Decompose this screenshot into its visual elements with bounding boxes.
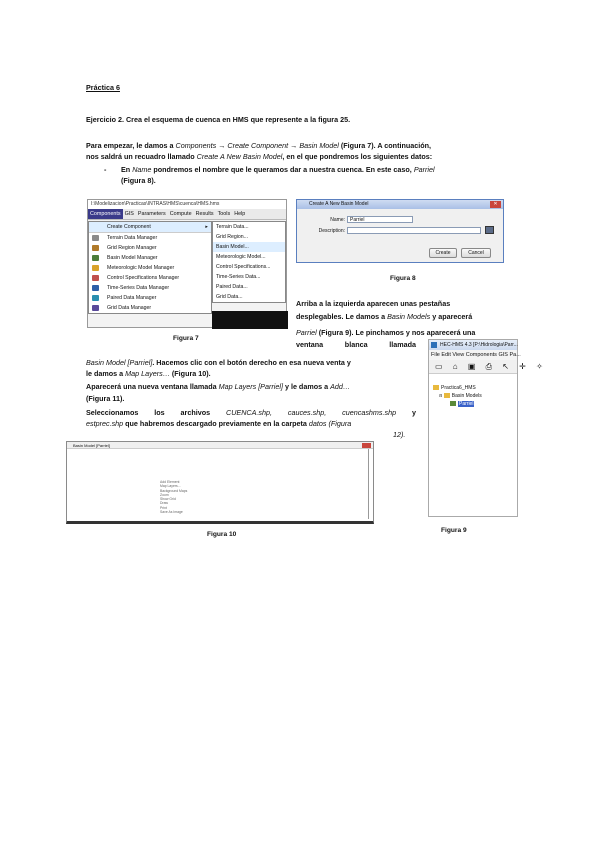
bullet-line-2: (Figura 8). xyxy=(121,176,156,185)
para2-line-9: Seleccionamos los archivos CUENCA.shp, cauces.shp, cuencashms.shp y xyxy=(86,408,417,417)
fig10-scrollbar[interactable] xyxy=(368,449,369,519)
para2-line-11: 12). xyxy=(393,430,406,439)
close-icon[interactable]: ✕ xyxy=(490,201,501,208)
create-button[interactable]: Create xyxy=(429,248,457,258)
figure-7-screenshot xyxy=(87,199,287,328)
menu-item-grid-region[interactable]: Grid Region Manager xyxy=(89,243,211,253)
description-input[interactable] xyxy=(347,227,481,234)
ctx-zoom[interactable]: Zoom xyxy=(160,492,169,497)
description-editor-icon[interactable] xyxy=(485,226,494,234)
fig7-menubar xyxy=(88,209,286,220)
paired-icon xyxy=(92,295,99,301)
ctx-save-image[interactable]: Save As Image xyxy=(160,510,183,515)
intro-line-1: Para empezar, le damos a Components → Create Component → Basin Model (Figura 7). A continuación, xyxy=(86,141,432,150)
menu-parameters[interactable]: Parameters xyxy=(137,211,166,217)
close-icon[interactable] xyxy=(362,443,371,448)
submenu-meteorologic[interactable]: Meteorologic Model... xyxy=(216,254,266,260)
name-input[interactable]: Parriel xyxy=(347,216,413,223)
fig7-titlebar: I:\Modelizacion\Practicas\INTRAS\HMS\cuenca\HMS.hms xyxy=(88,200,286,209)
para2-line-3: Parriel (Figura 9). Le pinchamos y nos aparecerá una xyxy=(296,328,476,337)
submenu-timeseries[interactable]: Time-Series Data... xyxy=(216,274,261,280)
grid-icon xyxy=(92,245,99,251)
submenu-grid-data[interactable]: Grid Data... xyxy=(216,294,243,300)
para2-line-1: Arriba a la izquierda aparecen unas pestañas xyxy=(296,299,451,308)
hms-app-icon xyxy=(431,342,437,348)
watershed-explorer-tree xyxy=(433,384,482,408)
tree-parriel[interactable]: Parriel xyxy=(433,400,482,408)
page-title: Práctica 6 xyxy=(86,83,120,92)
figure-10-caption: Figura 10 xyxy=(207,531,237,538)
submenu-paired[interactable]: Paired Data... xyxy=(216,284,248,290)
name-label: Name: xyxy=(330,217,345,223)
folder-icon xyxy=(444,393,450,398)
tree-basin-models[interactable]: ⊟ Basin Models xyxy=(439,393,482,399)
para2-line-6: le damos a Map Layers… (Figura 10). xyxy=(86,369,211,378)
menu-item-timeseries[interactable]: Time-Series Data Manager xyxy=(89,283,211,293)
intro-line-2: nos saldrá un recuadro llamado Create A New Basin Model, en el que pondremos los siguientes datos: xyxy=(86,152,433,161)
folder-icon xyxy=(433,385,439,390)
fig9-toolbar[interactable]: ▭ ⌂ ▣ ⎙ ↖ ✛ ✧ xyxy=(429,360,517,374)
para2-line-10: estprec.shp que habremos descargado previamente en la carpeta datos (Figura xyxy=(86,419,352,428)
fig8-titlebar: Create A New Basin Model ✕ xyxy=(297,200,503,209)
ctx-add-element[interactable]: Add Element xyxy=(160,480,180,484)
ctx-print[interactable]: Print xyxy=(160,505,167,510)
ctx-draw[interactable]: Draw xyxy=(160,501,168,506)
basin-icon xyxy=(92,255,99,261)
submenu-grid-region[interactable]: Grid Region... xyxy=(216,234,249,240)
menu-compute[interactable]: Compute xyxy=(169,211,192,217)
tree-root[interactable]: Practica6_HMS xyxy=(433,384,482,392)
menu-tools[interactable]: Tools xyxy=(217,211,231,217)
submenu-control[interactable]: Control Specifications... xyxy=(216,264,271,270)
menu-item-grid-data[interactable]: Grid Data Manager xyxy=(89,303,211,313)
para2-line-7: Aparecerá una nueva ventana llamada Map Layers [Parriel] y le damos a Add… xyxy=(86,382,351,391)
ctx-map-layers[interactable]: Map Layers... xyxy=(160,484,181,489)
ctx-background-maps[interactable]: Background Maps xyxy=(160,488,188,493)
menu-results[interactable]: Results xyxy=(195,211,214,217)
figure-8-dialog xyxy=(296,199,504,263)
menu-help[interactable]: Help xyxy=(234,211,246,217)
submenu-terrain[interactable]: Terrain Data... xyxy=(216,224,249,230)
menu-gis[interactable]: GIS xyxy=(124,211,134,217)
terrain-icon xyxy=(92,235,99,241)
timeseries-icon xyxy=(92,285,99,291)
sun-icon xyxy=(92,265,99,271)
clock-icon xyxy=(92,275,99,281)
menu-item-create-component[interactable]: Create Component ▸ xyxy=(89,222,211,232)
para2-line-4: ventana blanca llamada xyxy=(296,340,416,349)
bullet-line-1: En Name pondremos el nombre que le queramos dar a nuestra cuenca. En este caso, Parriel xyxy=(121,165,435,174)
menu-components[interactable]: Components xyxy=(90,211,121,217)
fig9-titlebar: HEC-HMS 4.3 [P:\Hidrologia\Parr... xyxy=(429,340,517,350)
basin-icon xyxy=(450,401,456,406)
context-menu xyxy=(160,480,194,518)
griddata-icon xyxy=(92,305,99,311)
para2-line-5: Basin Model [Parriel]. Hacemos clic con el botón derecho en esa nueva venta y xyxy=(86,358,351,367)
figure-7-caption: Figura 7 xyxy=(173,335,199,342)
components-dropdown xyxy=(88,221,212,314)
figure-8-caption: Figura 8 xyxy=(390,275,416,282)
create-component-submenu xyxy=(212,221,286,303)
menu-item-control[interactable]: Control Specifications Manager xyxy=(89,273,211,283)
description-label: Description: xyxy=(318,228,345,234)
fig9-menubar[interactable]: File Edit View Components GIS Pa... xyxy=(431,352,521,358)
figure-9-caption: Figura 9 xyxy=(441,527,467,534)
ctx-show-grid[interactable]: Show Grid xyxy=(160,497,176,502)
figure-9-screenshot xyxy=(428,339,547,517)
cancel-button[interactable]: Cancel xyxy=(461,248,491,258)
menu-item-terrain[interactable]: Terrain Data Manager xyxy=(89,233,211,243)
menu-item-paired[interactable]: Paired Data Manager xyxy=(89,293,211,303)
figure-10-screenshot xyxy=(66,441,374,524)
bullet-marker: - xyxy=(104,165,107,174)
submenu-basin-model[interactable]: Basin Model... xyxy=(213,242,285,252)
menu-item-meteorologic[interactable]: Meteorologic Model Manager xyxy=(89,263,211,273)
fig7-dark-area xyxy=(212,311,288,329)
para2-line-2: desplegables. Le damos a Basin Models y aparecerá xyxy=(296,312,473,321)
exercise-line: Ejercicio 2. Crea el esquema de cuenca en HMS que represente a la figura 25. xyxy=(86,115,351,124)
para2-line-8: (Figura 11). xyxy=(86,394,125,403)
fig10-titlebar: Basin Model [Parriel] xyxy=(67,442,373,449)
menu-item-basin[interactable]: Basin Model Manager xyxy=(89,253,211,263)
